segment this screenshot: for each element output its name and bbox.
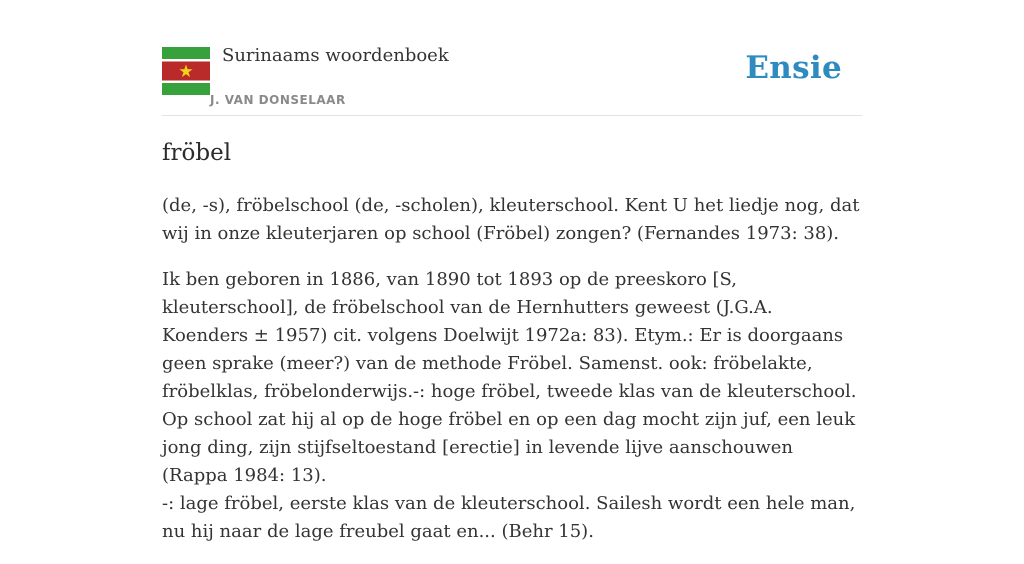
entry-paragraph: (de, -s), fröbelschool (de, -scholen), kleuterschool. Kent U het liedje nog, dat wij in onze kleuterjaren op school (Fröbel) zongen? (Fernandes 1973: 38). bbox=[162, 195, 860, 244]
suriname-flag-icon bbox=[162, 47, 210, 95]
dictionary-author: J. VAN DONSELAAR bbox=[210, 93, 346, 107]
entry-body bbox=[162, 192, 862, 564]
header-divider bbox=[162, 115, 862, 116]
entry-paragraph: Ik ben geboren in 1886, van 1890 tot 1893 op de preeskoro [S, kleuterschool], de fröbelschool van de Hernhutters geweest (J.G.A. Koenders ± 1957) cit. volgens Doelwijt 1972a: 83). Etym.: Er is doorgaans geen sprake (meer?) van de methode Fröbel. Samenst. ook: fröbelakte, fröbelklas, fröbelonderwijs.-: hoge fröbel, tweede klas van de kleuterschool. Op school zat hij al op de hoge fröbel en op een dag mocht zijn juf, een leuk jong ding, zijn stijfseltoestand [erectie] in levende lijve aanschouwen (Rappa 1984: 13). bbox=[162, 269, 857, 486]
entry-headword: fröbel bbox=[162, 140, 232, 166]
ensie-logo-link[interactable]: Ensie bbox=[745, 50, 842, 86]
entry-paragraph: -: lage fröbel, eerste klas van de kleuterschool. Sailesh wordt een hele man, nu hij naar de lage freubel gaat en... (Behr 15). bbox=[162, 493, 856, 542]
dictionary-title[interactable]: Surinaams woordenboek bbox=[222, 45, 449, 66]
